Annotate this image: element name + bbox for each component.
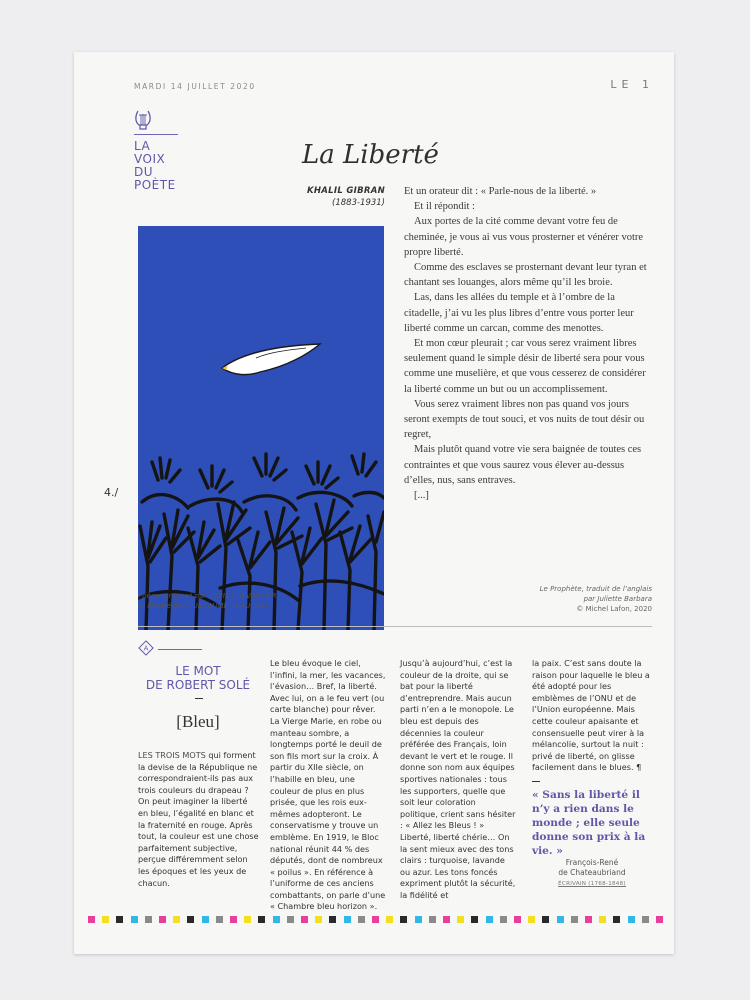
- color-swatch: [301, 916, 308, 923]
- color-swatch: [400, 916, 407, 923]
- issue-name: LE 1: [610, 78, 654, 91]
- color-swatch: [471, 916, 478, 923]
- poem-paragraph: Comme des esclaves se prosternant devant leur tyran et chantant ses louanges, alors même qu’il les broie.: [404, 262, 647, 289]
- color-swatch: [415, 916, 422, 923]
- author-years: (1883-1931): [332, 198, 385, 208]
- color-swatch: [102, 916, 109, 923]
- color-swatch: [230, 916, 237, 923]
- registration-color-strip: [88, 916, 660, 924]
- color-swatch: [187, 916, 194, 923]
- color-swatch: [344, 916, 351, 923]
- color-swatch: [116, 916, 123, 923]
- color-swatch: [585, 916, 592, 923]
- illustration-credit: Poème proposé par LOUIS CHEVAILLIER et illustré par GUILLAUME CHAUCHAT: [138, 592, 277, 610]
- badge-letter: A: [143, 644, 149, 653]
- color-swatch: [514, 916, 521, 923]
- color-swatch: [613, 916, 620, 923]
- column-word: [Bleu]: [176, 712, 220, 731]
- page-number: 4./: [104, 486, 119, 499]
- pull-quote: « Sans la liberté il n’y a rien dans le monde ; elle seule donne son prix à la vie. »: [532, 789, 646, 857]
- column-text-3: Jusqu’à aujourd’hui, c’est la couleur de la droite, qui se bat pour la liberté d’entreprendre. Mais aucun parti n’en a le monopole. Le bleu est depuis des décennies la couleur préférée des Français, loin devant le vert et le rouge. Il donne son nom aux équipes sportives nationales : tous les supporters, quelle que soit leur coloration politique, crient sans hésiter : « Allez les Bleus ! » Liberté, liberté chérie… On la sent mieux avec des tons clairs : turquoise, lavande ou azur. Les tons foncés expriment plutôt la sécurité, la fidélité et: [400, 658, 516, 900]
- poem-paragraph: Las, dans les allées du temple et à l’ombre de la citadelle, j’ai vu les plus libres d’entre vous porter leur liberté comme un carcan, comme des menottes.: [404, 292, 634, 334]
- poem-text: [404, 184, 652, 503]
- quote-author: François-René de Chateaubriand: [558, 858, 626, 877]
- quote-author-role: ÉCRIVAIN (1768-1848): [558, 881, 626, 887]
- color-swatch: [273, 916, 280, 923]
- poem-paragraph: Vous serez vraiment libres non pas quand vos jours seront exempts de tout souci, et vos nuits de tout désir ou regret,: [404, 398, 645, 441]
- author-name: KHALIL GIBRAN: [307, 186, 385, 196]
- translation-credit: Le Prophète, traduit de l’anglais par Juliette Barbara © Michel Lafon, 2020: [539, 585, 652, 613]
- poem-ellipsis: [...]: [414, 490, 429, 502]
- color-swatch: [386, 916, 393, 923]
- color-swatch: [443, 916, 450, 923]
- lyre-icon: [134, 108, 178, 136]
- color-swatch: [571, 916, 578, 923]
- color-swatch: [500, 916, 507, 923]
- color-swatch: [159, 916, 166, 923]
- color-swatch: [486, 916, 493, 923]
- color-swatch: [528, 916, 535, 923]
- newspaper-page: [74, 52, 674, 954]
- color-swatch: [457, 916, 464, 923]
- color-swatch: [642, 916, 649, 923]
- color-swatch: [88, 916, 95, 923]
- color-swatch: [244, 916, 251, 923]
- color-swatch: [145, 916, 152, 923]
- column-text-4: la paix. C’est sans doute la raison pour laquelle le bleu a été adopté pour les emblèmes de l’ONU et de l’Union européenne. Mais cette couleur apaisante et consensuelle peut virer à la mélancolie, surtout la nuit : privé de liberté, on glisse facilement dans le blues. ¶: [532, 658, 650, 773]
- poem-title: La Liberté: [302, 140, 439, 170]
- color-swatch: [599, 916, 606, 923]
- column-text-1: LES TROIS MOTS qui forment la devise de la République ne correspondraient-ils pas aux trois couleurs du drapeau ? On peut imaginer la liberté en bleu, l’égalité en blanc et la fraternité en rouge. Après tout, la couleur est une chose parfaitement subjective, perçue différemment selon les époques et les yeux de chacun.: [138, 750, 259, 888]
- poem-author: [307, 185, 385, 209]
- color-swatch: [628, 916, 635, 923]
- column-lead: LES TROIS MOTS: [138, 750, 206, 760]
- quote-dash: [532, 781, 540, 782]
- rubric-label: LA VOIX DU POÈTE: [134, 139, 176, 192]
- color-swatch: [173, 916, 180, 923]
- column-title: LE MOT DE ROBERT SOLÉ: [145, 664, 251, 692]
- poem-paragraph: Et il répondit :: [414, 201, 475, 213]
- section-divider: [138, 626, 652, 627]
- section-badge: [138, 640, 154, 656]
- color-swatch: [542, 916, 549, 923]
- column-text-2: Le bleu évoque le ciel, l’infini, la mer, les vacances, l’évasion… Bref, la liberté. Avec lui, on a le feu vert (ou carte blanche) pour rêver. La Vierge Marie, en robe ou manteau sombre, a longtemps porté le deuil de son fils mort sur la croix. À partir du XIIe siècle, on l’habille en bleu, une couleur de plus en plus prisée, que les rois eux-mêmes adopteront. Le conservatisme y trouve un emblème. En 1919, le Bloc national réunit 44 % des députés, dont de nombreux « poilus ». En référence à l’uniforme de ces anciens combattants, on parle d’une « Chambre bleu horizon ».: [270, 658, 386, 912]
- issue-date: MARDI 14 JUILLET 2020: [134, 82, 256, 91]
- column-dash: [195, 698, 203, 699]
- poem-paragraph: Et un orateur dit : « Parle-nous de la liberté. »: [404, 186, 597, 197]
- color-swatch: [258, 916, 265, 923]
- color-swatch: [557, 916, 564, 923]
- color-swatch: [216, 916, 223, 923]
- color-swatch: [429, 916, 436, 923]
- dove-hands-illustration: [138, 226, 384, 630]
- poem-paragraph: Et mon cœur pleurait ; car vous serez vraiment libres seulement quand le simple désir de liberté sera pour vous comme une muselière, et que vous cesserez de considérer la liberté comme un but ou un accomplissement.: [404, 338, 646, 395]
- color-swatch: [329, 916, 336, 923]
- color-swatch: [372, 916, 379, 923]
- rubric-rule: [134, 134, 178, 135]
- poem-paragraph: Mais plutôt quand votre vie sera baignée de toutes ces contraintes et que vous saurez vous élever au-dessus d’elles, nus, sans entraves.: [404, 444, 642, 486]
- color-swatch: [358, 916, 365, 923]
- color-swatch: [131, 916, 138, 923]
- color-swatch: [315, 916, 322, 923]
- poem-paragraph: Aux portes de la cité comme devant votre feu de cheminée, je vous ai vus vous prosterner et vénérer votre propre liberté.: [404, 216, 644, 258]
- color-swatch: [202, 916, 209, 923]
- color-swatch: [287, 916, 294, 923]
- column-rule: [158, 649, 202, 650]
- color-swatch: [656, 916, 663, 923]
